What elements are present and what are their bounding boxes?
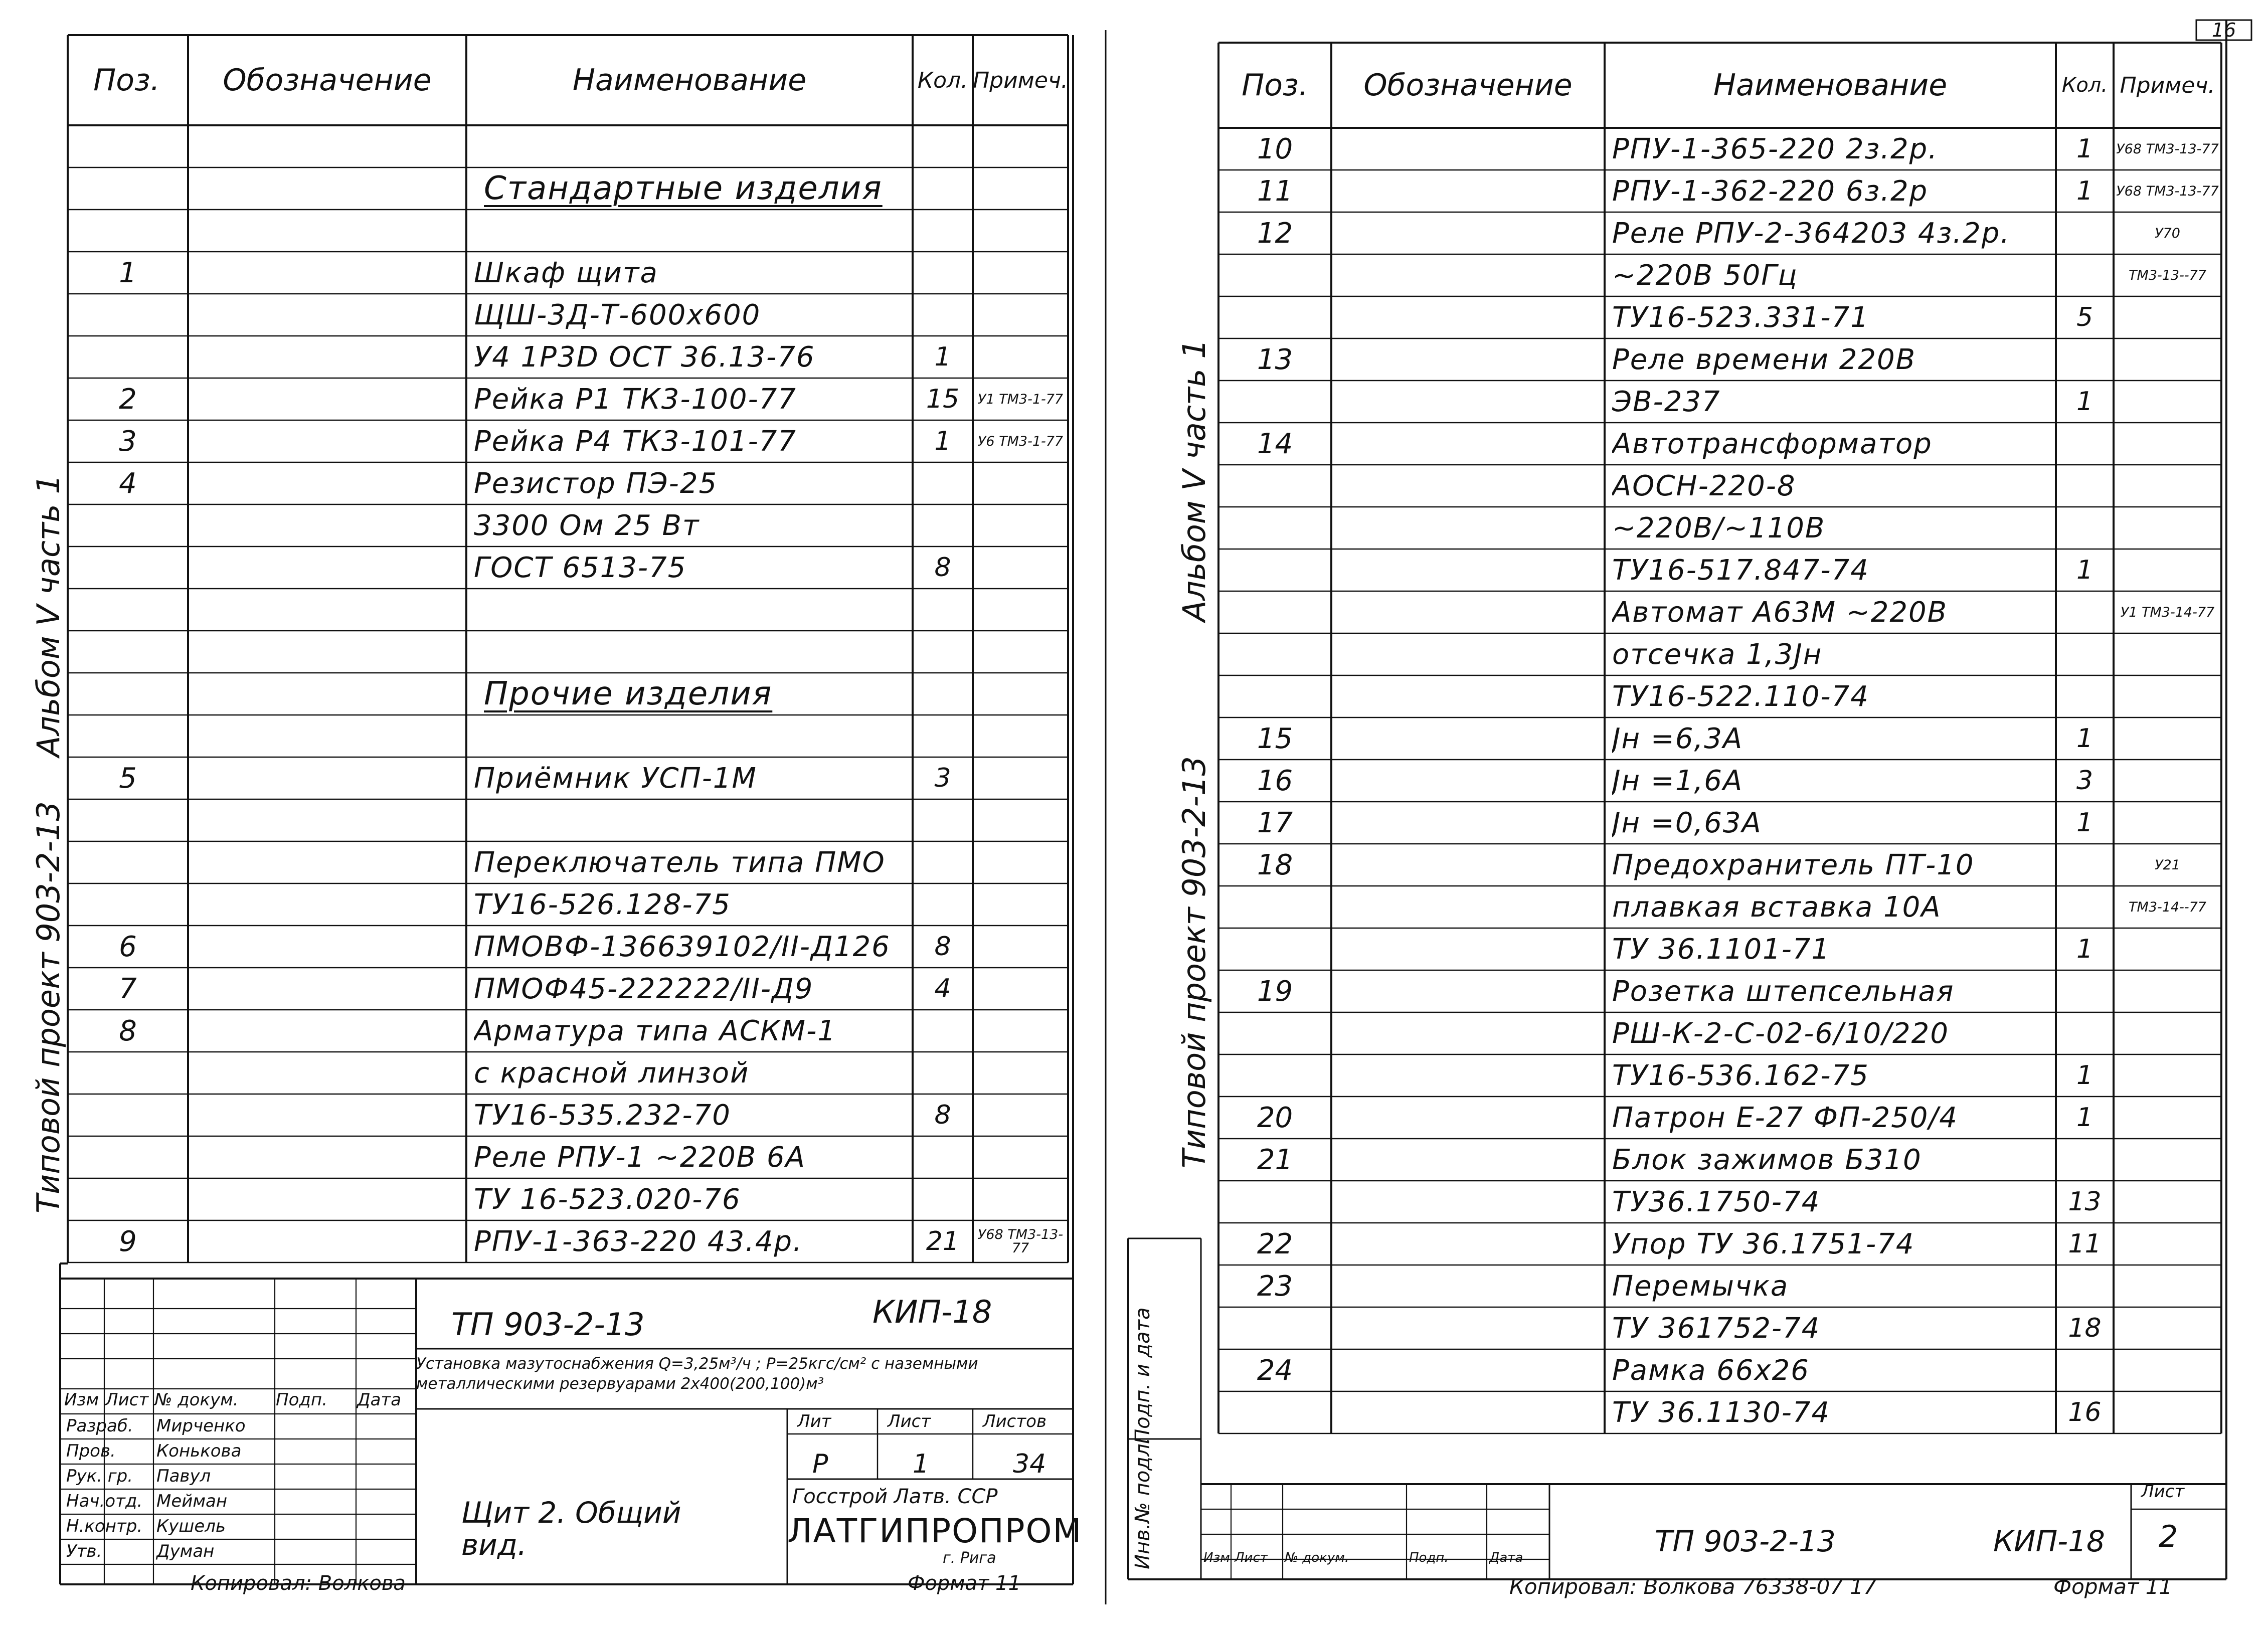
left-row-note	[975, 1010, 1066, 1052]
right-row-pos: 12	[1257, 217, 1293, 250]
right-header-note: Примеч.	[2120, 72, 2215, 98]
right-row-note	[2116, 1349, 2219, 1391]
right-row-qty: 1	[2076, 134, 2093, 164]
left-stamp-sheet-title: Щит 2. Общий вид.	[461, 1496, 681, 1562]
left-row-pos	[68, 1052, 188, 1094]
right-header-code: Обозначение	[1363, 68, 1573, 103]
left-row-name: ПМОФ45-222222/II-Д9	[474, 972, 814, 1005]
right-row-pos: 24	[1257, 1354, 1293, 1387]
right-stamp-col-doc: № докум.	[1285, 1550, 1349, 1565]
right-row-name: РПУ-1-365-220 2з.2р.	[1612, 132, 1939, 165]
left-row-pos: 6	[119, 930, 137, 963]
right-stamp-sheet-label: Лист	[2141, 1482, 2185, 1502]
right-row-name: Упор ТУ 36.1751-74	[1612, 1227, 1915, 1260]
right-row-qty: 11	[2068, 1229, 2102, 1259]
left-row-note: У6 ТМ3-1-77	[977, 433, 1064, 449]
right-row-qty: 16	[2068, 1397, 2102, 1427]
left-row-qty	[913, 167, 973, 210]
left-row-qty: 3	[934, 763, 951, 793]
right-row-note	[2116, 675, 2219, 717]
left-row-pos	[68, 210, 188, 252]
right-stamp-inv-number: Инв.№ подл.	[1131, 1437, 1154, 1569]
left-row-pos	[68, 841, 188, 883]
right-row-note	[2116, 296, 2219, 338]
left-stamp-col-sign: Подп.	[276, 1390, 327, 1410]
left-row-qty: 8	[934, 1100, 951, 1130]
right-row-name: РШ-К-2-С-02-6/10/220	[1612, 1017, 1949, 1050]
right-row-pos: 16	[1257, 764, 1293, 797]
left-row-name: ГОСТ 6513-75	[474, 551, 687, 584]
right-row-name: ТУ16-517.847-74	[1612, 554, 1869, 587]
right-row-qty: 5	[2076, 302, 2093, 332]
left-stamp-lit: Р	[812, 1449, 828, 1479]
left-stamp-copied: Копировал: Волкова	[191, 1572, 406, 1595]
right-row-pos: 18	[1257, 848, 1293, 881]
left-row-pos: 5	[119, 762, 137, 795]
right-row-pos	[1218, 296, 1331, 338]
left-row-note	[975, 1136, 1066, 1178]
left-stamp-project-title: Установка мазутоснабжения Q=3,25м³/ч ; Р=25кгс/см² с наземными металлическими резервуарами 2х400(200,100)м³	[416, 1355, 978, 1393]
left-row-note	[975, 715, 1066, 757]
right-row-pos	[1218, 675, 1331, 717]
right-row-qty: 1	[2076, 934, 2093, 964]
left-row-name: Переключатель типа ПМО	[474, 846, 886, 879]
right-header-name: Наименование	[1713, 68, 1948, 103]
right-row-qty	[2056, 675, 2114, 717]
left-row-note	[975, 631, 1066, 673]
right-stamp-col-izm: Изм	[1203, 1550, 1230, 1565]
left-row-name: ТУ16-526.128-75	[474, 888, 731, 921]
left-row-note	[975, 1052, 1066, 1094]
left-header-code: Обозначение	[223, 63, 432, 98]
right-row-note	[2116, 381, 2219, 423]
right-row-pos	[1218, 465, 1331, 507]
left-row-pos	[68, 715, 188, 757]
right-row-qty	[2056, 886, 2114, 928]
left-stamp-col-date: Дата	[357, 1390, 402, 1410]
right-row-qty: 1	[2076, 176, 2093, 206]
left-row-pos	[68, 167, 188, 210]
left-row-name	[474, 631, 910, 673]
right-row-qty	[2056, 1139, 2114, 1181]
left-row-pos: 9	[119, 1225, 137, 1258]
right-header-pos: Поз.	[1242, 68, 1308, 103]
right-row-name: ~220В/~110В	[1612, 511, 1826, 545]
right-row-qty	[2056, 465, 2114, 507]
right-row-pos	[1218, 591, 1331, 633]
right-row-name: Jн =6,3А	[1612, 722, 1743, 755]
right-row-note: У68 ТМ3-13-77	[2116, 183, 2219, 199]
right-row-pos: 15	[1257, 722, 1293, 755]
left-row-note	[975, 841, 1066, 883]
right-row-pos	[1218, 1012, 1331, 1054]
left-header-name: Наименование	[572, 63, 807, 98]
right-row-pos	[1218, 1307, 1331, 1349]
right-row-name: Jн =1,6А	[1612, 764, 1743, 797]
right-row-name: Предохранитель ПТ-10	[1612, 848, 1975, 881]
left-row-name: с красной линзой	[474, 1056, 750, 1090]
left-row-qty: 15	[926, 384, 960, 414]
right-row-qty: 1	[2076, 723, 2093, 754]
right-row-name: ТУ16-536.162-75	[1612, 1059, 1869, 1092]
right-row-qty: 1	[2076, 1060, 2093, 1091]
left-row-name: Резистор ПЭ-25	[474, 467, 718, 500]
left-row-pos	[68, 673, 188, 715]
left-row-pos	[68, 589, 188, 631]
left-row-name: ТУ 16-523.020-76	[474, 1183, 741, 1216]
right-row-note	[2116, 338, 2219, 381]
left-stamp-col-izm: Изм	[64, 1390, 99, 1410]
right-header-qty: Кол.	[2061, 74, 2108, 97]
left-stamp-person: Конькова	[156, 1441, 242, 1461]
right-row-name: плавкая вставка 10А	[1612, 890, 1942, 924]
left-stamp-org-city: г. Рига	[943, 1549, 996, 1567]
right-row-note: У1 ТМ3-14-77	[2120, 604, 2215, 620]
left-stamp-lit-label: Лит	[797, 1411, 831, 1431]
left-stamp-doc-number: ТП 903-2-13	[451, 1306, 645, 1343]
right-row-name: АОСН-220-8	[1612, 469, 1796, 502]
left-row-pos: 1	[119, 256, 137, 289]
left-row-qty	[913, 883, 973, 926]
left-row-note	[975, 673, 1066, 715]
right-row-note: ТМ3-13--77	[2129, 267, 2206, 283]
left-row-name: Прочие изделия	[484, 675, 773, 712]
right-row-note	[2116, 717, 2219, 760]
right-side-project: Типовой проект 903-2-13	[1176, 756, 1212, 1168]
left-header-note: Примеч.	[973, 67, 1068, 93]
right-row-note	[2116, 928, 2219, 970]
right-row-name: Перемычка	[1612, 1270, 1789, 1303]
right-row-pos	[1218, 254, 1331, 296]
right-row-name: ТУ16-523.331-71	[1612, 301, 1869, 334]
left-stamp-role: Рук. гр.	[66, 1466, 133, 1486]
left-row-qty	[913, 252, 973, 294]
left-row-name: Реле РПУ-1 ~220В 6А	[474, 1141, 806, 1174]
left-row-pos	[68, 883, 188, 926]
right-row-pos	[1218, 1181, 1331, 1223]
left-stamp-person: Мирченко	[156, 1416, 246, 1436]
right-row-pos	[1218, 1054, 1331, 1097]
right-side-album: Альбом V часть 1	[1176, 339, 1212, 622]
right-row-name: ТУ 361752-74	[1612, 1312, 1821, 1345]
left-row-note	[975, 462, 1066, 504]
left-row-note	[975, 252, 1066, 294]
right-row-name: Розетка штепсельная	[1612, 975, 1955, 1008]
left-stamp-role: Нач.отд.	[66, 1491, 143, 1511]
left-row-pos	[68, 1094, 188, 1136]
left-row-pos	[68, 336, 188, 378]
left-stamp-col-list: Лист	[105, 1390, 149, 1410]
left-row-note	[975, 757, 1066, 799]
left-row-qty	[913, 673, 973, 715]
left-row-note	[975, 589, 1066, 631]
right-row-qty	[2056, 423, 2114, 465]
right-row-note	[2116, 1139, 2219, 1181]
left-row-note	[975, 210, 1066, 252]
right-row-qty: 1	[2076, 1103, 2093, 1133]
right-row-name: РПУ-1-362-220 6з.2р	[1612, 174, 1929, 208]
left-row-note	[975, 883, 1066, 926]
left-row-qty	[913, 589, 973, 631]
left-row-pos	[68, 631, 188, 673]
left-row-pos: 7	[119, 972, 137, 1005]
right-stamp-col-sign: Подп.	[1409, 1550, 1449, 1565]
right-row-qty	[2056, 212, 2114, 254]
left-row-name: Рейка Р4 ТК3-101-77	[474, 425, 797, 458]
right-stamp-sign-date: Подп. и дата	[1131, 1307, 1154, 1444]
right-row-pos: 17	[1257, 806, 1293, 839]
right-row-note	[2116, 1054, 2219, 1097]
right-stamp-col-list: Лист	[1235, 1550, 1268, 1565]
right-row-note	[2116, 507, 2219, 549]
right-row-note	[2116, 1391, 2219, 1433]
right-row-pos: 22	[1257, 1227, 1293, 1260]
right-row-pos	[1218, 633, 1331, 675]
right-row-qty: 1	[2076, 555, 2093, 585]
left-header-pos: Поз.	[93, 63, 160, 98]
right-row-pos: 21	[1257, 1143, 1293, 1176]
right-row-pos: 23	[1257, 1270, 1293, 1303]
left-row-name: У4 1Р3D ОСТ 36.13-76	[474, 340, 815, 374]
left-row-pos	[68, 125, 188, 167]
left-row-qty	[913, 1010, 973, 1052]
left-side-album: Альбом V часть 1	[30, 474, 67, 757]
right-row-qty	[2056, 591, 2114, 633]
right-row-qty	[2056, 254, 2114, 296]
left-row-note	[975, 926, 1066, 968]
right-row-pos	[1218, 1391, 1331, 1433]
right-row-qty	[2056, 1265, 2114, 1307]
left-row-qty	[913, 715, 973, 757]
left-row-name	[474, 715, 910, 757]
left-stamp-col-doc: № докум.	[154, 1390, 239, 1410]
right-row-pos	[1218, 886, 1331, 928]
right-row-name: Автотрансформатор	[1612, 427, 1933, 460]
left-row-pos	[68, 547, 188, 589]
right-row-name: ~220В 50Гц	[1612, 259, 1798, 292]
left-row-note	[975, 504, 1066, 547]
left-row-note	[975, 167, 1066, 210]
right-row-pos: 20	[1257, 1101, 1293, 1134]
right-row-note	[2116, 465, 2219, 507]
right-row-name: ЭВ-237	[1612, 385, 1721, 418]
left-stamp-role: Утв.	[66, 1541, 102, 1561]
right-row-qty: 1	[2076, 808, 2093, 838]
left-row-qty	[913, 1178, 973, 1220]
left-row-qty	[913, 462, 973, 504]
right-row-qty: 3	[2076, 766, 2093, 796]
right-row-note	[2116, 1223, 2219, 1265]
right-row-note	[2116, 1265, 2219, 1307]
left-row-qty	[913, 1052, 973, 1094]
left-row-name	[474, 125, 910, 167]
left-stamp-role: Н.контр.	[66, 1516, 143, 1536]
right-row-qty	[2056, 844, 2114, 886]
page-number: 16	[2211, 19, 2236, 41]
right-stamp-copied: Копировал: Волкова 76338-07 17	[1509, 1574, 1877, 1599]
right-row-pos: 11	[1257, 174, 1293, 208]
right-row-qty: 1	[2076, 387, 2093, 417]
right-row-note	[2116, 1012, 2219, 1054]
left-row-qty: 1	[934, 426, 951, 456]
left-row-qty: 21	[926, 1226, 960, 1256]
right-row-note	[2116, 1181, 2219, 1223]
left-row-name: Приёмник УСП-1М	[474, 762, 757, 795]
left-row-pos	[68, 799, 188, 841]
left-stamp-role: Пров.	[66, 1441, 116, 1461]
right-row-note: У70	[2155, 225, 2180, 241]
left-row-name: ТУ16-535.232-70	[474, 1099, 731, 1132]
right-row-pos: 10	[1257, 132, 1293, 165]
left-row-note: У1 ТМ3-1-77	[977, 391, 1064, 407]
right-row-note	[2116, 970, 2219, 1012]
right-row-note	[2116, 802, 2219, 844]
left-row-pos	[68, 1178, 188, 1220]
left-stamp-format: Формат 11	[908, 1572, 1021, 1595]
right-row-note	[2116, 760, 2219, 802]
left-stamp-sheets-label: Листов	[983, 1411, 1047, 1431]
left-stamp-sheet-label: Лист	[888, 1411, 931, 1431]
left-header-qty: Кол.	[917, 67, 968, 93]
left-row-qty	[913, 210, 973, 252]
left-row-name: Шкаф щита	[474, 256, 658, 289]
left-side-project: Типовой проект 903-2-13	[30, 801, 67, 1213]
left-row-name: 3300 Ом 25 Вт	[474, 509, 700, 542]
left-row-qty	[913, 841, 973, 883]
right-row-note	[2116, 549, 2219, 591]
right-row-name: Автомат А63М ~220В	[1612, 596, 1948, 629]
right-row-note	[2116, 633, 2219, 675]
right-row-name: Блок зажимов Б310	[1612, 1143, 1922, 1176]
left-row-note	[975, 968, 1066, 1010]
right-row-name: ТУ 36.1101-71	[1612, 933, 1831, 966]
left-row-note	[975, 294, 1066, 336]
right-row-name: Jн =0,63А	[1612, 806, 1762, 839]
right-row-name: Реле времени 220В	[1612, 343, 1916, 376]
left-row-note: У68 ТМ3-13-77	[977, 1227, 1064, 1256]
right-row-name: Рамка 66х26	[1612, 1354, 1810, 1387]
right-row-pos: 14	[1257, 427, 1293, 460]
right-row-pos	[1218, 928, 1331, 970]
left-row-name: Арматура типа АСКМ-1	[474, 1014, 836, 1047]
left-stamp-sheets: 34	[1013, 1449, 1046, 1479]
left-row-pos: 8	[119, 1014, 137, 1047]
left-stamp-person: Павул	[156, 1466, 211, 1486]
left-row-qty	[913, 631, 973, 673]
left-stamp-sheet: 1	[913, 1449, 930, 1479]
right-row-name: Патрон Е-27 ФП-250/4	[1612, 1101, 1958, 1134]
left-row-name: ПМОВФ-136639102/II-Д126	[474, 930, 891, 963]
left-stamp-doc-code: КИП-18	[873, 1294, 992, 1330]
right-row-name: ТУ36.1750-74	[1612, 1185, 1821, 1218]
left-stamp-role: Разраб.	[66, 1416, 133, 1436]
right-row-qty	[2056, 633, 2114, 675]
left-row-name: ЩШ-3Д-Т-600х600	[474, 298, 761, 331]
right-row-pos: 19	[1257, 975, 1293, 1008]
left-row-note	[975, 1094, 1066, 1136]
right-row-note: У68 ТМ3-13-77	[2116, 141, 2219, 157]
right-stamp-sheet: 2	[2159, 1519, 2178, 1554]
left-stamp-person: Мейман	[156, 1491, 228, 1511]
right-row-qty	[2056, 338, 2114, 381]
right-row-note: У21	[2155, 857, 2180, 873]
left-row-name: Стандартные изделия	[484, 170, 883, 207]
right-stamp-format: Формат 11	[2053, 1574, 2173, 1599]
right-row-qty	[2056, 1349, 2114, 1391]
left-stamp-org-line: Госстрой Латв. ССР	[792, 1485, 998, 1508]
right-row-pos: 13	[1257, 343, 1293, 376]
left-row-pos	[68, 294, 188, 336]
right-row-note	[2116, 1307, 2219, 1349]
left-row-qty	[913, 294, 973, 336]
right-stamp-doc-number: ТП 903-2-13	[1655, 1524, 1836, 1558]
left-row-name	[474, 799, 910, 841]
left-row-pos: 3	[119, 425, 137, 458]
left-row-qty	[913, 125, 973, 167]
left-row-name	[474, 210, 910, 252]
right-row-note	[2116, 423, 2219, 465]
right-row-name: ТУ 36.1130-74	[1612, 1396, 1831, 1429]
right-row-pos	[1218, 381, 1331, 423]
right-row-note: ТМ3-14--77	[2129, 899, 2206, 915]
left-row-qty	[913, 1136, 973, 1178]
left-row-name: Рейка Р1 ТК3-100-77	[474, 383, 797, 416]
left-row-pos: 4	[119, 467, 137, 500]
right-row-pos	[1218, 507, 1331, 549]
right-row-note	[2116, 1097, 2219, 1139]
right-stamp-doc-code: КИП-18	[1993, 1524, 2105, 1558]
left-row-pos	[68, 1136, 188, 1178]
right-row-pos	[1218, 549, 1331, 591]
right-row-name: Реле РПУ-2-364203 4з.2р.	[1612, 217, 2011, 250]
left-row-note	[975, 547, 1066, 589]
right-row-qty	[2056, 970, 2114, 1012]
left-row-qty	[913, 504, 973, 547]
left-row-qty: 1	[934, 342, 951, 372]
left-row-note	[975, 125, 1066, 167]
right-row-qty: 13	[2068, 1187, 2102, 1217]
left-row-note	[975, 336, 1066, 378]
left-stamp-person: Думан	[156, 1541, 215, 1561]
left-row-name	[474, 589, 910, 631]
left-row-qty: 4	[934, 974, 951, 1004]
right-row-qty	[2056, 1012, 2114, 1054]
left-row-qty	[913, 799, 973, 841]
left-row-pos: 2	[119, 383, 137, 416]
right-row-name: отсечка 1,3Jн	[1612, 638, 1823, 671]
right-row-qty	[2056, 507, 2114, 549]
right-row-qty: 18	[2068, 1313, 2102, 1343]
left-row-qty: 8	[934, 553, 951, 583]
left-row-note	[975, 1178, 1066, 1220]
left-row-name: РПУ-1-363-220 43.4р.	[474, 1225, 803, 1258]
left-row-pos	[68, 504, 188, 547]
left-row-note	[975, 799, 1066, 841]
right-stamp-col-date: Дата	[1489, 1550, 1523, 1565]
left-stamp-person: Кушель	[156, 1516, 226, 1536]
left-row-qty: 8	[934, 932, 951, 962]
left-stamp-org-name: ЛАТГИПРОПРОМ	[787, 1512, 1083, 1550]
right-row-name: ТУ16-522.110-74	[1612, 680, 1869, 713]
